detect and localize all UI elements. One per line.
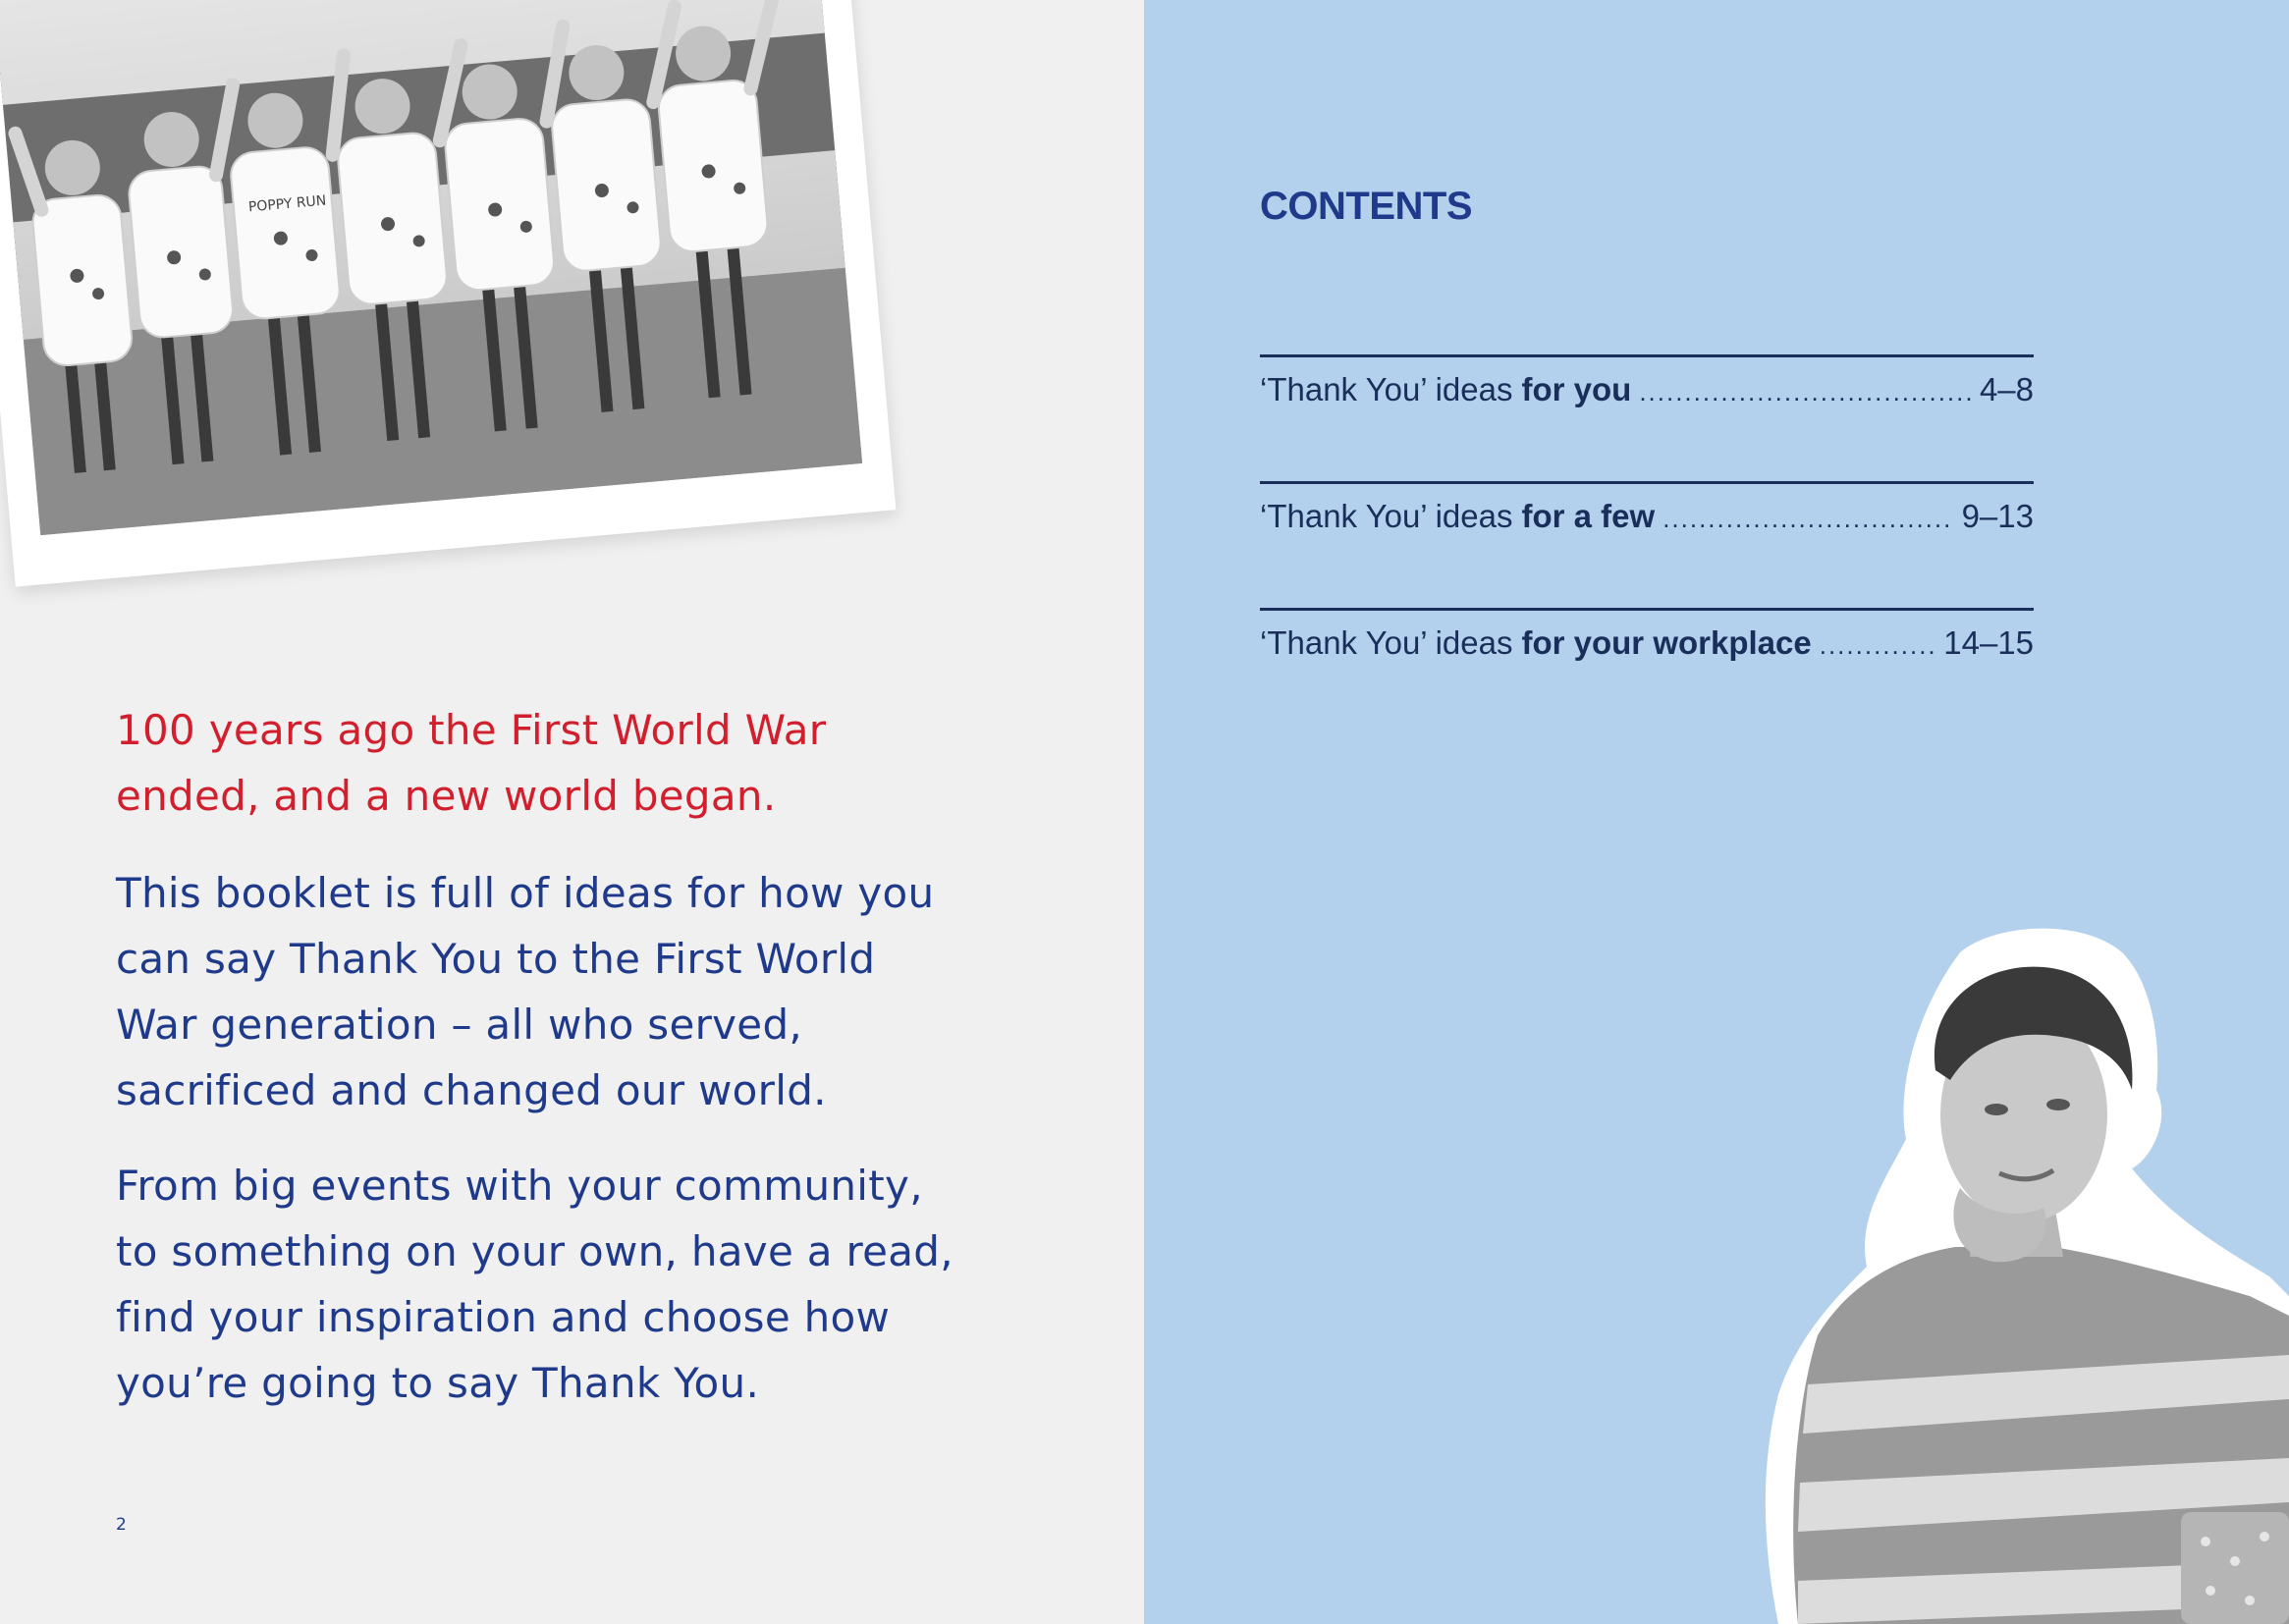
toc-entry-pages: 4–8 [1979,371,2034,407]
shirt-label: POPPY RUN [247,192,327,216]
body-paragraph: From big events with your community, to something on your own, have a read, find your inspiration and choose how you’re going to say Thank You. [116,1162,954,1407]
toc-entry-prefix: ‘Thank You’ ideas [1260,498,1513,534]
toc-entry-for-you[interactable] [1260,354,2034,478]
toc-entry-for-your-workplace[interactable] [1260,608,2034,731]
toc-entry-pages: 14–15 [1943,624,2034,661]
table-of-contents [1260,354,2034,731]
dot-leader [1662,504,1953,534]
left-page [0,0,1144,1624]
woman-portrait-cutout [1759,923,2289,1624]
dot-leader [1639,377,1972,407]
page-number: 2 [116,1515,127,1535]
toc-entry-prefix: ‘Thank You’ ideas [1260,371,1513,407]
toc-entry-for-a-few[interactable] [1260,481,2034,605]
dot-leader [1820,630,1936,661]
toc-entry-title: for you [1521,371,1632,407]
runners-illustration [0,0,862,535]
toc-entry-title: for your workplace [1521,624,1812,661]
right-page [1144,0,2289,1624]
body-paragraph: This booklet is full of ideas for how you can say Thank You to the First World War generation – all who served, sacrificed and changed our world. [116,869,935,1114]
woman-illustration [1759,923,2289,1624]
contents-heading: CONTENTS [1260,185,1472,228]
intro-heading: 100 years ago the First World War ended, and a new world began. [116,706,827,820]
toc-entry-prefix: ‘Thank You’ ideas [1260,624,1513,661]
toc-entry-title: for a few [1521,498,1656,534]
poppy-run-photo [0,0,896,587]
photo-image [0,0,862,535]
toc-entry-pages: 9–13 [1961,498,2034,534]
